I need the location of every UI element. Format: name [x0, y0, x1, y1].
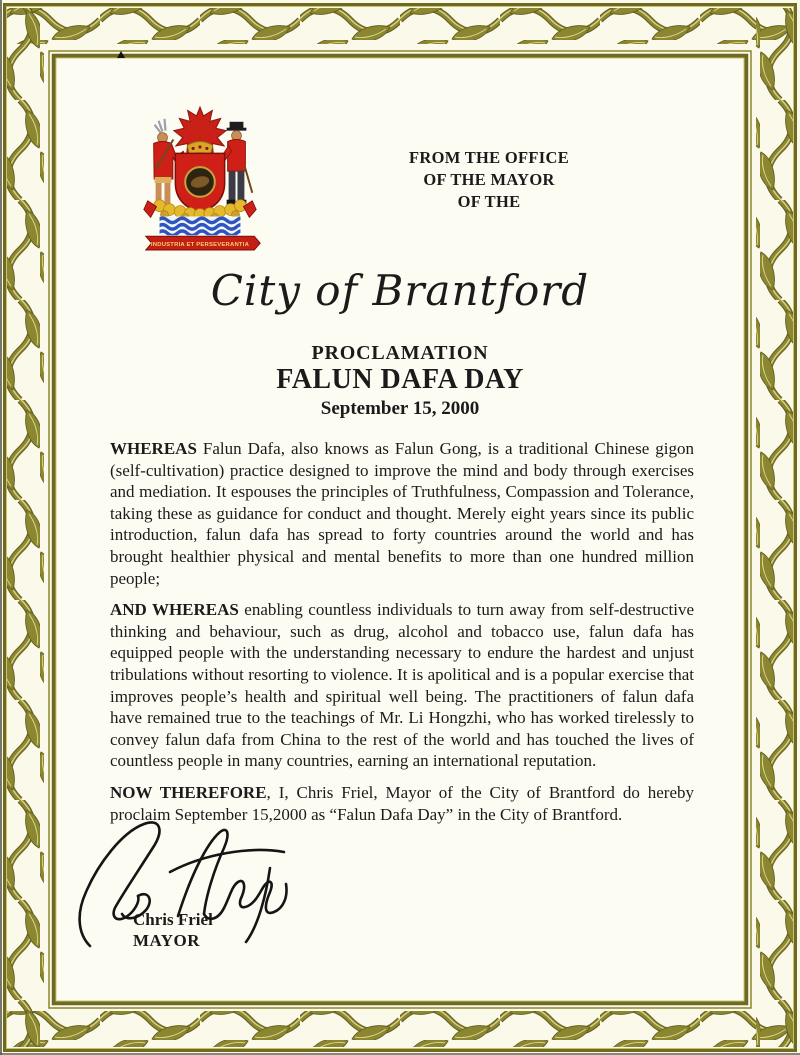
office-header-line-1: FROM THE OFFICE [408, 148, 570, 167]
motto-text: INDUSTRIA ET PERSEVERANTIA [150, 241, 250, 248]
office-header-line-2: OF THE MAYOR [423, 170, 555, 189]
signatory-title: MAYOR [133, 931, 201, 950]
motto-banner [146, 236, 260, 250]
right-supporter-figure [222, 122, 253, 205]
paragraph-text: , I, Chris Friel, Mayor of the City of Brantford do hereby proclaim September 15,2000 as “Falun Dafa Day” in the City of Brantford. [110, 782, 694, 824]
signatory-name: Chris Friel [133, 910, 213, 929]
paragraph-lead: AND WHEREAS [110, 600, 239, 620]
shield [175, 153, 224, 212]
paragraph-text: Falun Dafa, also knows as Falun Gong, is a traditional Chinese gigon (self-cultivation) practice designed to improve the mind and body through exercises and mediation. It espouses the principles of Truthfulness, Compassion and Tolerance, taking these as guidance for conduct and thought. Merely eight years since its public introduction, falun dafa has spread to forty countries around the world and has brought healthier physical and mental benefits to more than one hundred million people; [110, 439, 694, 588]
brantford-coat-of-arms-icon [126, 106, 274, 252]
registration-mark [117, 51, 125, 58]
office-header-line-3: OF THE [457, 192, 521, 211]
water-waves [158, 216, 247, 235]
proclamation-label: PROCLAMATION [311, 342, 489, 364]
city-title: City of Brantford [210, 266, 590, 315]
office-header [368, 147, 610, 213]
event-title: FALUN DAFA DAY [276, 364, 524, 395]
mayor-signature-icon [74, 820, 296, 956]
paragraph-and-whereas [110, 599, 694, 772]
paragraph-now-therefore [110, 782, 694, 825]
paragraph-lead: NOW THEREFORE [110, 782, 267, 802]
event-date: September 15, 2000 [320, 398, 480, 419]
proclamation-body [110, 438, 694, 835]
scan-edge-left [0, 0, 2, 1055]
paragraph-text: enabling countless individuals to turn away from self-destructive thinking and behaviour, such as drug, alcohol and tobacco use, falun dafa has equipped people with the understanding necessary to endure the hardest and unjust tribulations without resorting to violence. It is apolitical and is a popular exercise that improves people’s health and spiritual well being. The practitioners of falun dafa have remained true to the teachings of Mr. Li Hongzhi, who has worked tirelessly to convey falun dafa from China to the rest of the world and has touched the lives of countless people in many countries, earning an international reputation. [110, 600, 695, 771]
paragraph-whereas [110, 438, 694, 589]
paragraph-lead: WHEREAS [110, 439, 197, 458]
